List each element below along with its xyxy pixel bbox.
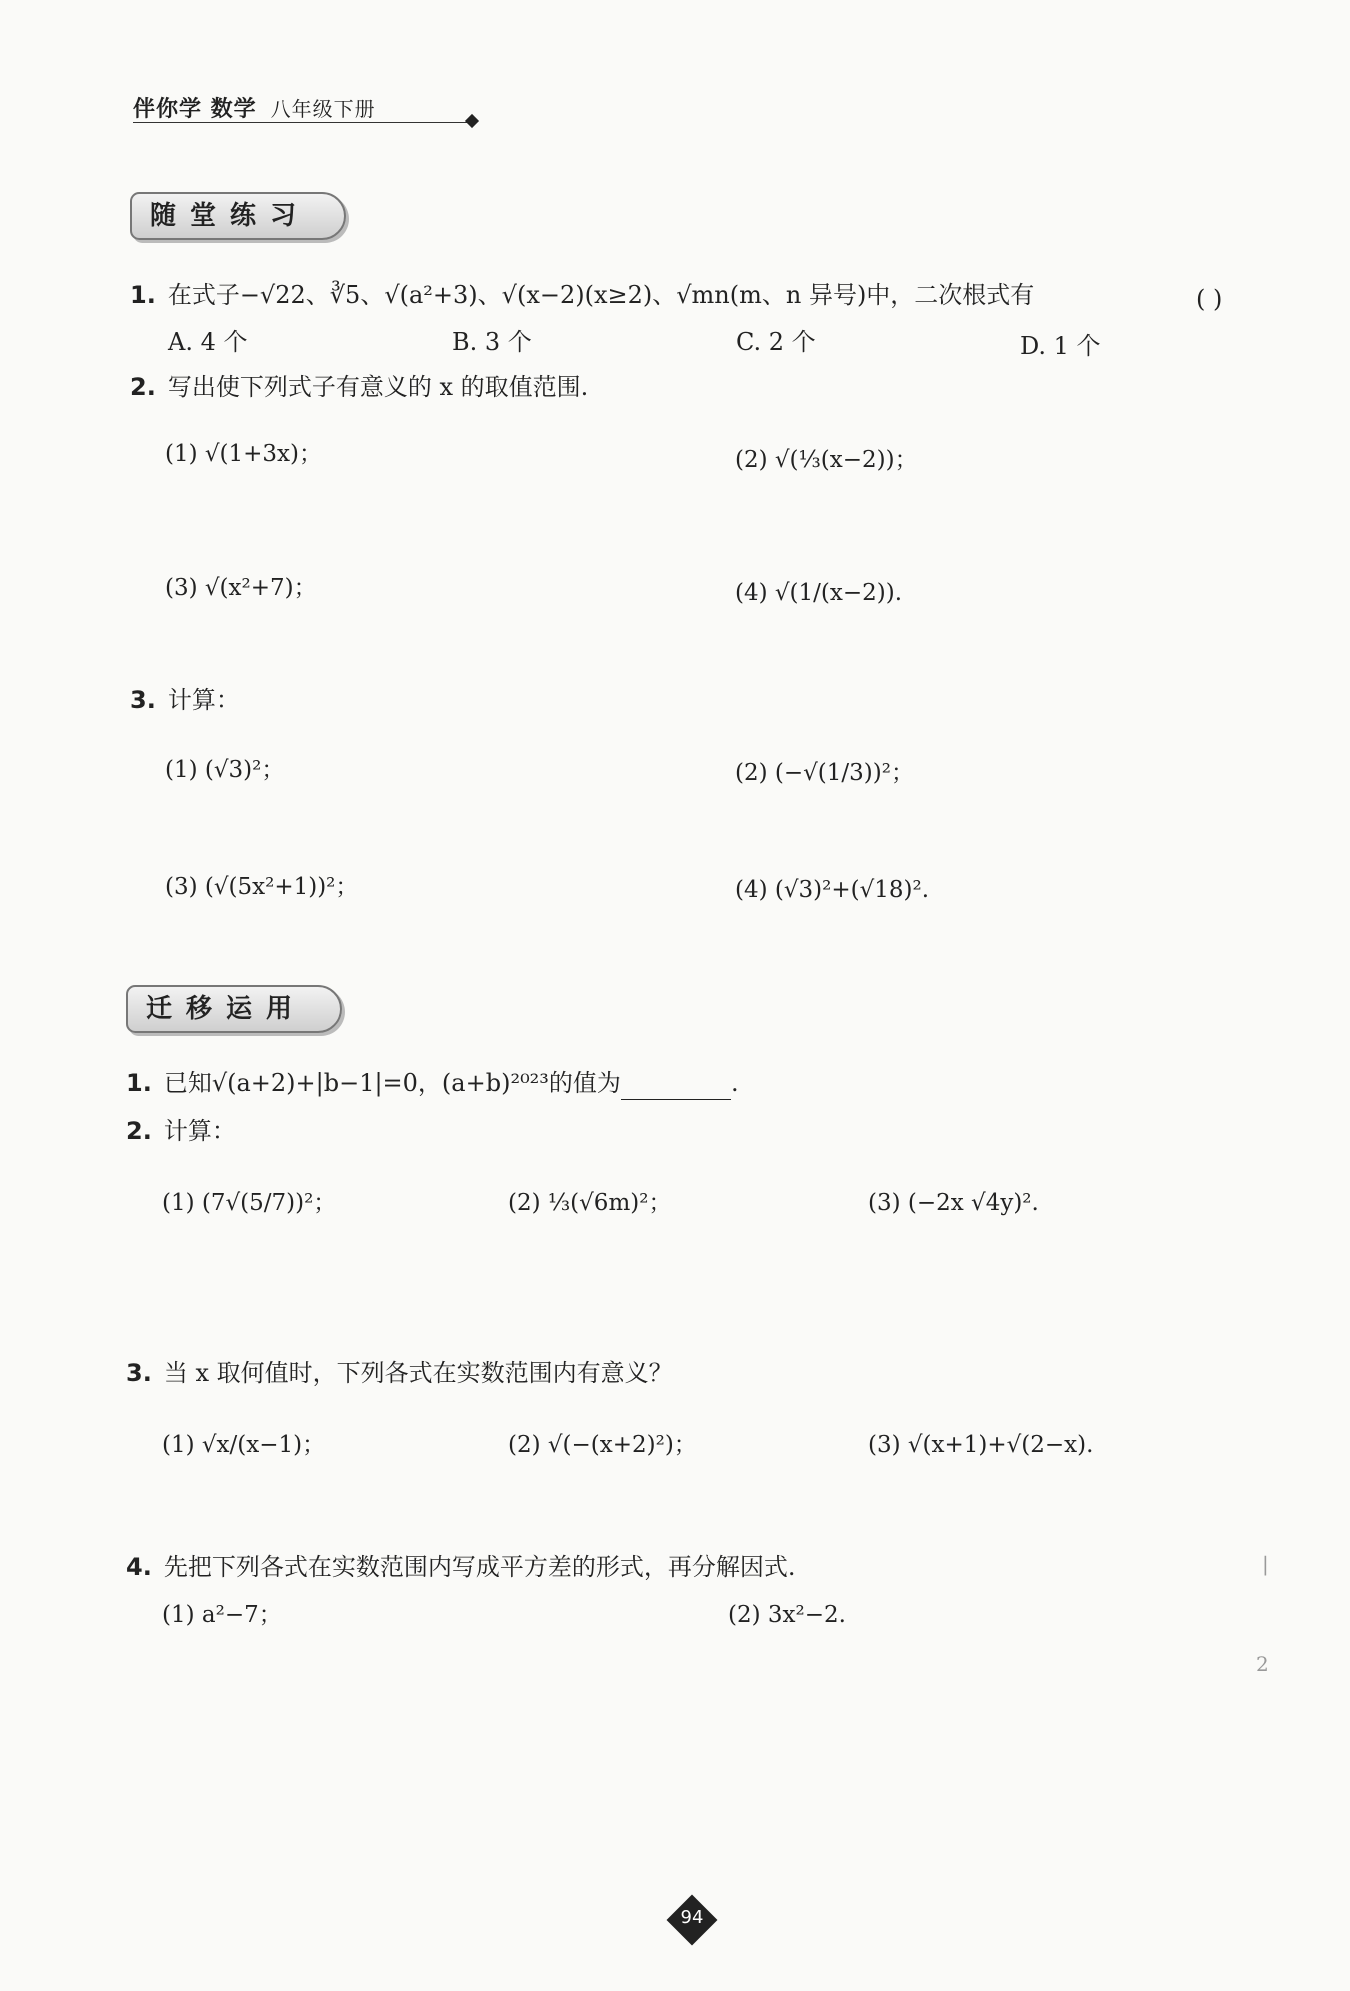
s2-q3-num: 3.	[126, 1359, 152, 1387]
s1-q1-option-b: B. 3 个	[452, 328, 532, 356]
section-title-transfer: 迁移运用	[126, 985, 342, 1033]
s1-q2-item-4: (4) √(1/(x−2)).	[735, 580, 903, 606]
s1-q3-num: 3.	[130, 686, 156, 714]
s1-q1-num: 1.	[130, 281, 156, 309]
s2-q4-item-2: (2) 3x²−2.	[728, 1602, 846, 1628]
s1-q3-item-2: (2) (−√(1/3))²；	[735, 760, 914, 786]
s2-q1-end: .	[730, 1069, 739, 1097]
margin-mark-bar: |	[1262, 1552, 1269, 1576]
s2-q2	[126, 1114, 236, 1148]
s2-q3-text: 当 x 取何值时，下列各式在实数范围内有意义？	[163, 1359, 673, 1387]
header-subtitle: 八年级下册	[270, 97, 376, 121]
s2-q3	[126, 1356, 673, 1390]
header-rule	[133, 122, 473, 123]
s1-q1-text: 在式子−√22、∛5、√(a²+3)、√(x−2)(x≥2)、√mn(m、n 异号)中，二次根式有	[167, 281, 1035, 309]
s1-q2-text: 写出使下列式子有意义的 x 的取值范围.	[167, 373, 589, 401]
page-header	[133, 92, 376, 123]
s1-q3-item-3: (3) (√(5x²+1))²；	[165, 874, 359, 900]
s2-q1-answer-blank[interactable]	[621, 1073, 731, 1100]
s1-q1-answer-paren: ( )	[1196, 285, 1223, 313]
s2-q3-item-1: (1) √x/(x−1)；	[162, 1432, 326, 1458]
s2-q4	[126, 1550, 795, 1584]
s1-q3-text: 计算：	[167, 686, 240, 714]
s1-q3	[130, 683, 240, 717]
s1-q2-item-3: (3) √(x²+7)；	[165, 575, 317, 601]
s2-q2-num: 2.	[126, 1117, 152, 1145]
s1-q1-option-a: A. 4 个	[168, 328, 248, 356]
s2-q1-num: 1.	[126, 1069, 152, 1097]
s1-q3-item-1: (1) (√3)²；	[165, 757, 285, 783]
s1-q1	[130, 278, 1034, 312]
s2-q1	[126, 1066, 739, 1100]
s2-q2-text: 计算：	[163, 1117, 236, 1145]
page-number: 94	[680, 1907, 704, 1928]
s2-q1-text: 已知√(a+2)+|b−1|=0，(a+b)²⁰²³的值为	[163, 1069, 621, 1097]
header-title: 伴你学 数学	[133, 97, 257, 122]
s1-q2-num: 2.	[130, 373, 156, 401]
s1-q1-option-d: D. 1 个	[1020, 332, 1101, 360]
s2-q4-text: 先把下列各式在实数范围内写成平方差的形式，再分解因式.	[163, 1553, 796, 1581]
s2-q4-item-1: (1) a²−7；	[162, 1602, 282, 1628]
s1-q2-item-2: (2) √(⅓(x−2))；	[735, 447, 918, 473]
s2-q2-item-2: (2) ⅓(√6m)²；	[508, 1190, 672, 1216]
s2-q3-item-2: (2) √(−(x+2)²)；	[508, 1432, 697, 1458]
s2-q4-num: 4.	[126, 1553, 152, 1581]
s2-q2-item-1: (1) (7√(5/7))²；	[162, 1190, 337, 1216]
header-diamond-icon	[465, 114, 479, 128]
s1-q2	[130, 370, 588, 404]
s2-q3-item-3: (3) √(x+1)+√(2−x).	[868, 1432, 1094, 1458]
section-title-practice: 随堂练习	[130, 192, 346, 240]
s1-q2-item-1: (1) √(1+3x)；	[165, 441, 323, 467]
s1-q3-item-4: (4) (√3)²+(√18)².	[735, 877, 930, 903]
margin-mark-digit: 2	[1256, 1652, 1269, 1676]
page-number-badge	[668, 1896, 716, 1944]
s1-q1-option-c: C. 2 个	[736, 328, 816, 356]
s2-q2-item-3: (3) (−2x √4y)².	[868, 1190, 1039, 1216]
